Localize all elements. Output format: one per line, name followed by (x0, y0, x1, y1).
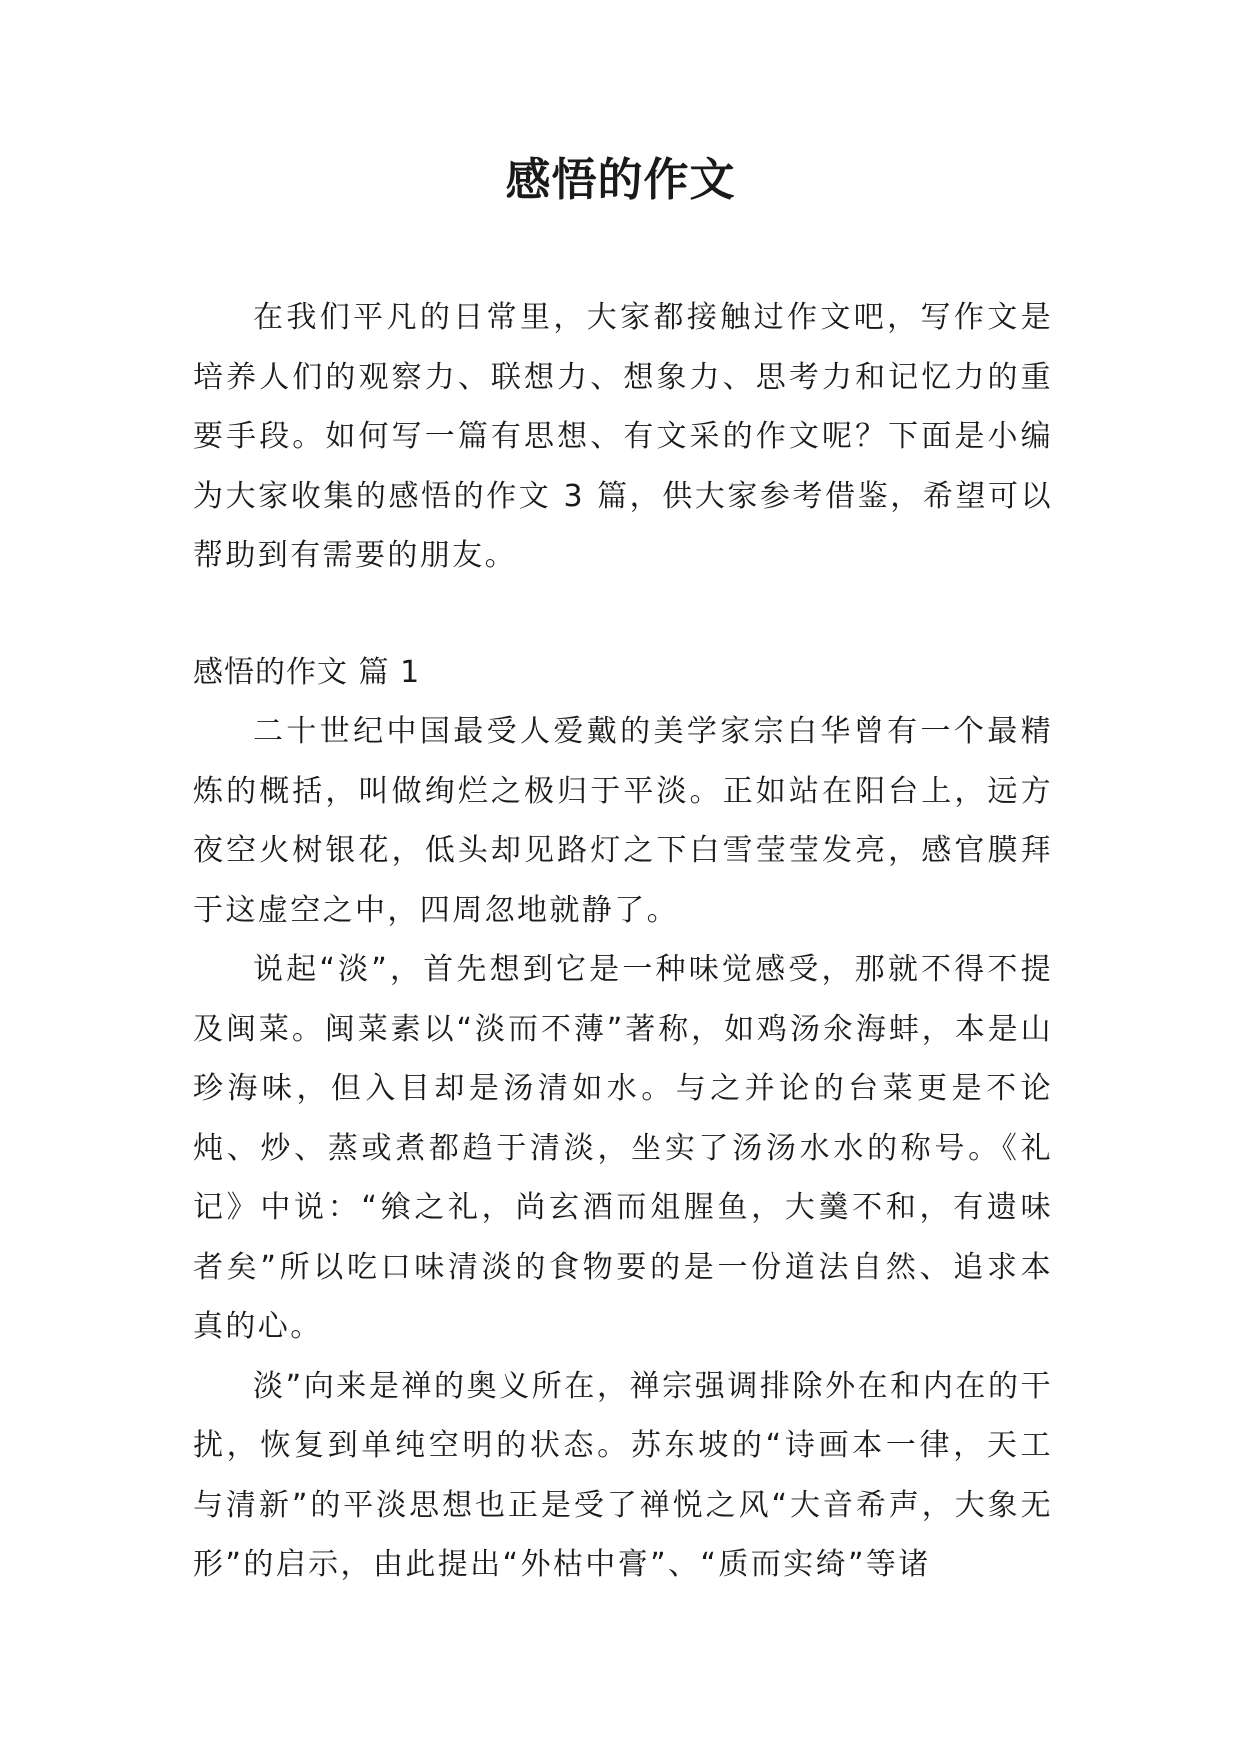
document-title: 感悟的作文 (505, 153, 736, 206)
intro-paragraph: 在我们平凡的日常里，大家都接触过作文吧，写作文是培养人们的观察力、联想力、想象力、思考力和记忆力的重要手段。如何写一篇有思想、有文采的作文呢？下面是小编为大家收集的感悟的作文 3 篇，供大家参考借鉴，希望可以帮助到有需要的朋友。 (193, 300, 1053, 573)
body-paragraph: 二十世纪中国最受人爱戴的美学家宗白华曾有一个最精炼的概括，叫做绚烂之极归于平淡。正如站在阳台上，远方夜空火树银花，低头却见路灯之下白雪莹莹发亮，感官膜拜于这虚空之中，四周忽地就静了。 (193, 714, 1053, 928)
section-heading: 感悟的作文 篇 1 (193, 654, 421, 690)
body-paragraph: 淡”向来是禅的奥义所在，禅宗强调排除外在和内在的干扰，恢复到单纯空明的状态。苏东坡的“诗画本一律，天工与清新”的平淡思想也正是受了禅悦之风“大音希声，大象无形”的启示，由此提出“外枯中膏”、“质而实绮”等诸 (193, 1368, 1053, 1582)
document-body (193, 288, 1053, 1595)
body-paragraph: 说起“淡”，首先想到它是一种味觉感受，那就不得不提及闽菜。闽菜素以“淡而不薄”著称，如鸡汤氽海蚌，本是山珍海味，但入目却是汤清如水。与之并论的台菜更是不论炖、炒、蒸或煮都趋于清淡，坐实了汤汤水水的称号。《礼记》中说：“飨之礼，尚玄酒而俎腥鱼，大羹不和，有遗味者矣”所以吃口味清淡的食物要的是一份道法自然、追求本真的心。 (193, 952, 1053, 1344)
